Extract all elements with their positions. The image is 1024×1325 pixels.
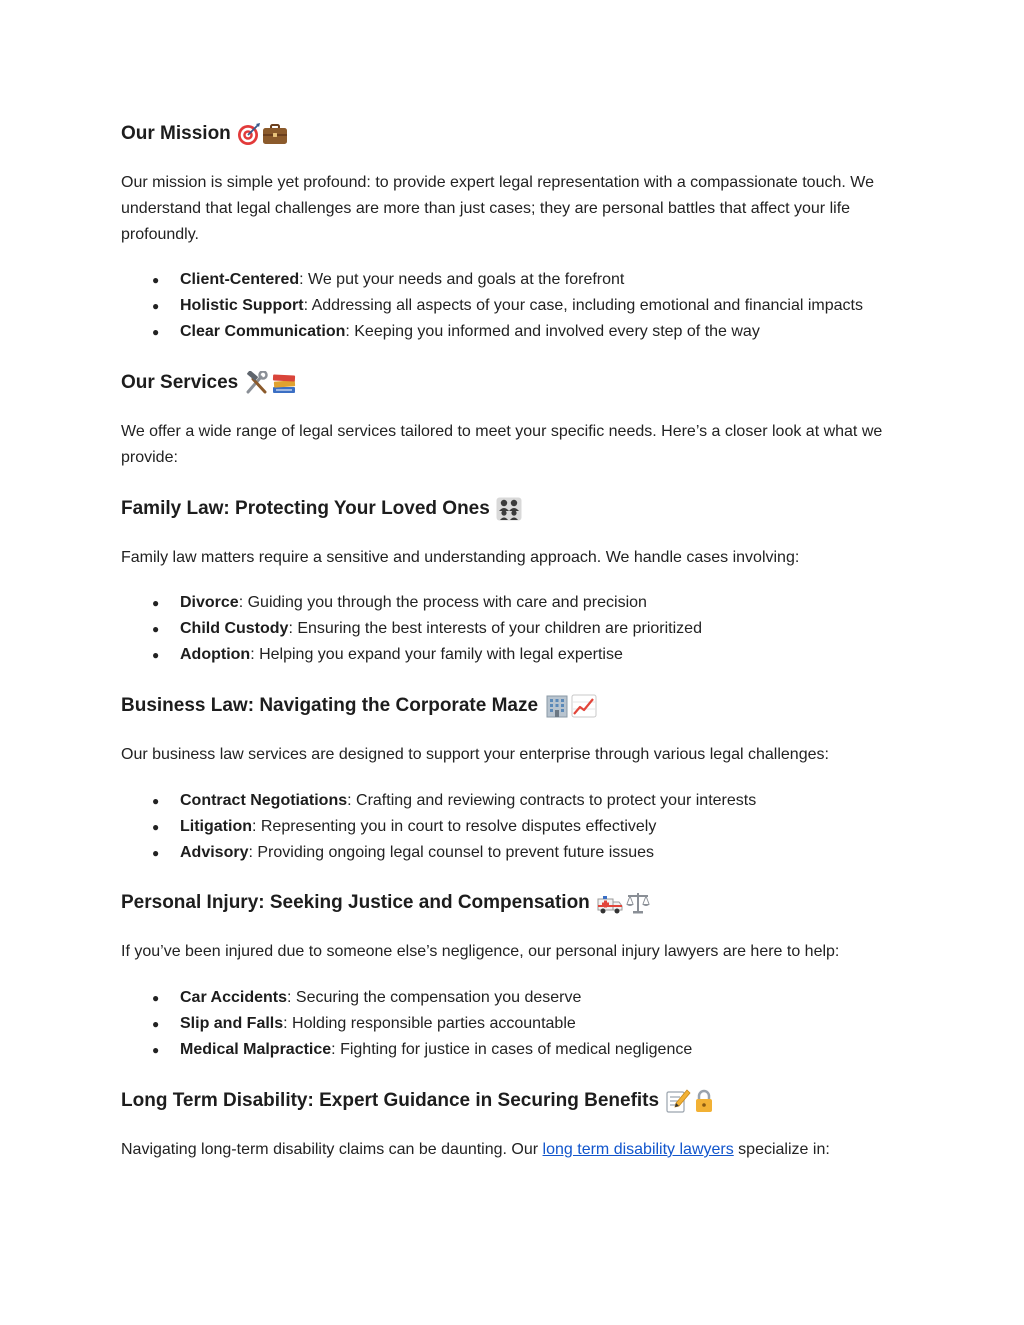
bullet: ●	[152, 1017, 160, 1031]
lock-icon	[692, 1089, 716, 1113]
heading-our-services	[121, 371, 297, 395]
family-icon	[496, 497, 522, 521]
heading-text: Our Mission	[121, 123, 231, 144]
chart-increasing-icon	[571, 694, 597, 718]
business-paragraph: Our business law services are designed to support your enterprise through various legal challenges:	[121, 746, 829, 763]
bullet: ●	[152, 299, 160, 313]
injury-paragraph: If you’ve been injured due to someone else’s negligence, our personal injury lawyers are here to help:	[121, 943, 840, 960]
briefcase-icon	[262, 122, 288, 146]
heading-text: Business Law: Navigating the Corporate Maze	[121, 695, 539, 716]
disability-text-before: Navigating long-term disability claims can be daunting. Our	[121, 1141, 543, 1158]
heading-text: Family Law: Protecting Your Loved Ones	[121, 498, 490, 519]
list-item-text: : Keeping you informed and involved every step of the way	[345, 323, 760, 340]
scales-icon	[625, 891, 651, 915]
list-item-text: : Providing ongoing legal counsel to prevent future issues	[248, 844, 655, 861]
books-icon	[271, 371, 297, 395]
heading-emoji-group	[596, 891, 651, 915]
list-item-term: Contract Negotiations	[180, 792, 348, 809]
list-item	[121, 814, 901, 840]
list-item	[121, 267, 901, 293]
list-item-term: Clear Communication	[180, 323, 346, 340]
list-item-term: Advisory	[180, 844, 249, 861]
bullet: ●	[152, 622, 160, 636]
bullet: ●	[152, 596, 160, 610]
hammer-wrench-icon	[244, 371, 270, 395]
list-item-text: : Addressing all aspects of your case, including emotional and financial impacts	[303, 297, 863, 314]
list-item-text: : Guiding you through the process with care and precision	[238, 594, 647, 611]
heading-text: Our Services	[121, 372, 239, 393]
list-item	[121, 1011, 901, 1037]
list-item-term: Slip and Falls	[180, 1015, 284, 1032]
injury-list	[121, 985, 901, 1063]
bullet: ●	[152, 648, 160, 662]
bullet: ●	[152, 325, 160, 339]
heading-emoji-group	[496, 497, 522, 521]
list-item	[121, 319, 901, 345]
disability-paragraph	[121, 1137, 901, 1163]
heading-personal-injury	[121, 891, 651, 915]
list-item-term: Car Accidents	[180, 989, 287, 1006]
bullet: ●	[152, 794, 160, 808]
heading-emoji-group	[544, 694, 597, 718]
family-list	[121, 590, 901, 668]
long-term-disability-lawyers-link[interactable]: long term disability lawyers	[542, 1141, 734, 1158]
list-item	[121, 642, 901, 668]
heading-emoji-group	[244, 371, 297, 395]
bullet: ●	[152, 846, 160, 860]
list-item	[121, 1037, 901, 1063]
memo-icon	[665, 1089, 691, 1113]
bullet: ●	[152, 1043, 160, 1057]
list-item-text: : Representing you in court to resolve disputes effectively	[251, 818, 657, 835]
list-item-text: : Fighting for justice in cases of medical negligence	[331, 1041, 693, 1058]
list-item-text: : Crafting and reviewing contracts to protect your interests	[347, 792, 757, 809]
heading-long-term-disability	[121, 1089, 716, 1113]
list-item-term: Adoption	[180, 646, 251, 663]
heading-text: Personal Injury: Seeking Justice and Compensation	[121, 892, 590, 913]
heading-emoji-group	[665, 1089, 716, 1113]
list-item	[121, 616, 901, 642]
heading-business-law	[121, 694, 597, 718]
family-paragraph: Family law matters require a sensitive and understanding approach. We handle cases involving:	[121, 549, 800, 566]
mission-list	[121, 267, 901, 345]
list-item	[121, 985, 901, 1011]
list-item-term: Child Custody	[180, 620, 289, 637]
list-item	[121, 293, 901, 319]
heading-text: Long Term Disability: Expert Guidance in Securing Benefits	[121, 1090, 660, 1111]
business-list	[121, 788, 901, 866]
bullet: ●	[152, 273, 160, 287]
list-item-text: : Ensuring the best interests of your children are prioritized	[288, 620, 702, 637]
target-icon	[237, 122, 261, 146]
list-item-term: Medical Malpractice	[180, 1041, 332, 1058]
list-item-text: : Securing the compensation you deserve	[287, 989, 582, 1006]
list-item-term: Divorce	[180, 594, 239, 611]
list-item-term: Client-Centered	[180, 271, 300, 288]
list-item	[121, 840, 901, 866]
list-item-text: : We put your needs and goals at the forefront	[299, 271, 625, 288]
list-item-text: : Helping you expand your family with legal expertise	[250, 646, 623, 663]
bullet: ●	[152, 820, 160, 834]
bullet: ●	[152, 991, 160, 1005]
mission-paragraph: Our mission is simple yet profound: to provide expert legal representation with a compassionate touch. We understand that legal challenges are more than just cases; they are personal battles that affect your life profoundly.	[121, 174, 874, 243]
heading-family-law	[121, 497, 522, 521]
heading-emoji-group	[237, 122, 288, 146]
list-item-text: : Holding responsible parties accountable	[283, 1015, 576, 1032]
heading-our-mission	[121, 122, 288, 146]
list-item	[121, 590, 901, 616]
office-building-icon	[544, 694, 570, 718]
list-item-term: Holistic Support	[180, 297, 304, 314]
ambulance-icon	[596, 891, 624, 915]
list-item-term: Litigation	[180, 818, 252, 835]
disability-text-after: specialize in:	[733, 1141, 830, 1158]
services-paragraph: We offer a wide range of legal services tailored to meet your specific needs. Here’s a closer look at what we provide:	[121, 423, 883, 466]
list-item	[121, 788, 901, 814]
